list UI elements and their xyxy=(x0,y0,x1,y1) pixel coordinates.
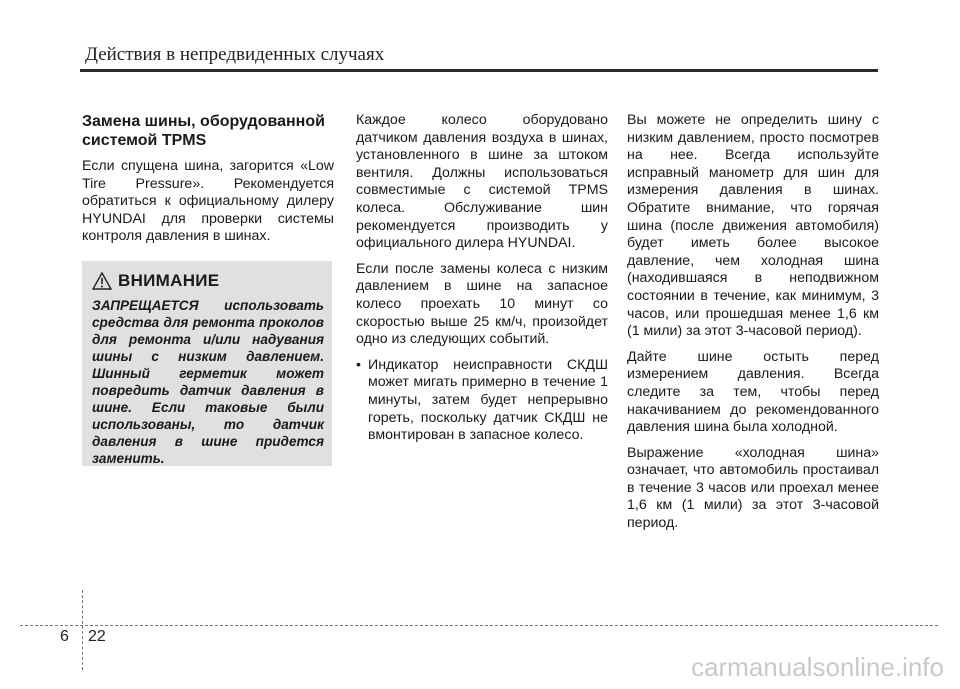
column-3 xyxy=(627,112,879,541)
warning-title: ВНИМАНИЕ xyxy=(118,271,220,290)
section-heading: Замена шины, оборудованной системой TPMS xyxy=(82,113,325,149)
footer-dashed-rule xyxy=(20,625,938,626)
column-2 xyxy=(356,112,608,453)
warning-text: ЗАПРЕЩАЕТСЯ использовать средства для ремонта проколов для ремонта и/или надувания шины с низким давлением. Шинный герметик может повредить датчик давления в шине. Если таковые были использованы, то датчик давления в шине придется заменить. xyxy=(92,298,324,466)
column3-paragraph-3: Выражение «холодная шина» означает, что автомобиль простаивал в течение 3 часов или проехал менее 1,6 км (1 мили) за этот 3-часовой период. xyxy=(627,444,879,532)
site-watermark: carmanualsonline.info xyxy=(691,652,944,682)
warning-triangle-icon xyxy=(92,272,112,290)
bullet-marker: • xyxy=(356,356,361,373)
intro-paragraph: Если спущена шина, загорится «Low Tire Pressure». Рекомендуется обратиться к официальному дилеру HYUNDAI для проверки системы контроля давления в шинах. xyxy=(82,158,334,245)
footer-dashed-divider xyxy=(82,590,83,670)
chapter-number: 6 xyxy=(60,628,69,645)
page-header-title: Действия в непредвиденных случаях xyxy=(85,44,385,65)
column3-paragraph-2: Дайте шине остыть перед измерением давления. Всегда следите за тем, чтобы перед накачиванием до рекомендованного давления шина была холодной. xyxy=(627,348,879,436)
column2-paragraph-2: Если после замены колеса с низким давлением в шине на запасное колесо проехать 10 минут со скоростью выше 25 км/ч, произойдет одно из следующих событий. xyxy=(356,260,608,348)
column2-paragraph-1: Каждое колесо оборудовано датчиком давления воздуха в шинах, установленного в шине за штоком вентиля. Должны использоваться совместимые с системой TPMS колеса. Обслуживание шин рекомендуется производить у официального дилера HYUNDAI. xyxy=(356,112,608,252)
column-1 xyxy=(82,112,334,254)
bullet-item xyxy=(356,357,608,445)
bullet-text: Индикатор неисправности СКДШ может мигать примерно в течение 1 минуты, затем будет непрерывно гореть, поскольку датчик СКДШ не вмонтирован в запасное колесо. xyxy=(368,356,608,444)
page-number: 22 xyxy=(88,628,106,645)
warning-header xyxy=(92,271,324,291)
header-rule xyxy=(80,69,878,72)
column3-paragraph-1: Вы можете не определить шину с низким давлением, просто посмотрев на нее. Всегда используйте исправный манометр для шин для измерения давления в шинах. Обратите внимание, что горячая шина (после движения автомобиля) будет иметь более высокое давление, чем холодная шина (находившаяся в неподвижном состоянии в течение, как минимум, 3 часов, или прошедшая менее 1,6 км (1 мили) за этот 3-часовой период). xyxy=(627,112,879,340)
warning-box xyxy=(82,261,332,466)
